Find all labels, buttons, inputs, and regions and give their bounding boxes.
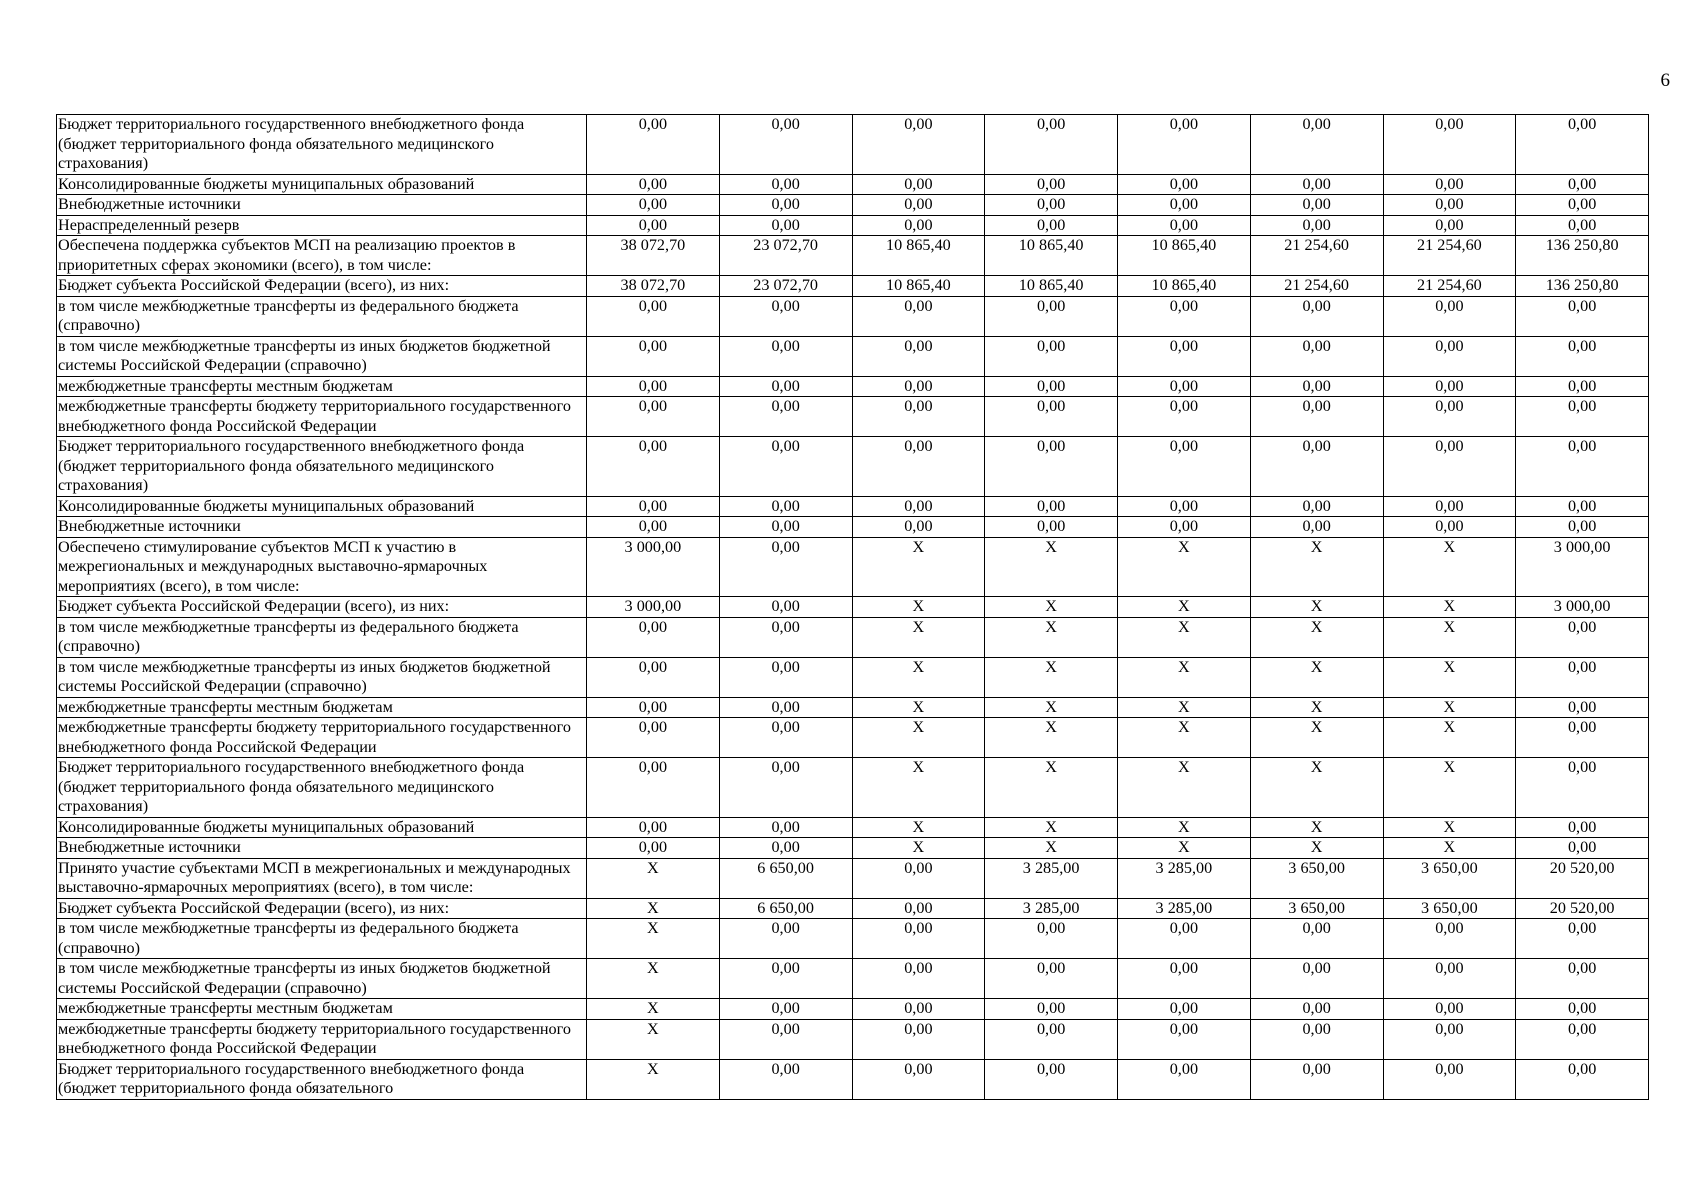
row-value: 0,00 xyxy=(1516,376,1649,397)
row-value: 0,00 xyxy=(852,919,985,959)
row-value: 0,00 xyxy=(587,174,720,195)
row-value: 0,00 xyxy=(1118,437,1251,497)
row-value: 0,00 xyxy=(985,517,1118,538)
row-label: в том числе межбюджетные трансферты из иных бюджетов бюджетной системы Российской Федерации (справочно) xyxy=(57,657,587,697)
row-value: 0,00 xyxy=(719,697,852,718)
row-value: 21 254,60 xyxy=(1250,236,1383,276)
row-value: 0,00 xyxy=(1250,215,1383,236)
row-label: межбюджетные трансферты бюджету территориального государственного внебюджетного фонда Российской Федерации xyxy=(57,718,587,758)
row-label: Нераспределенный резерв xyxy=(57,215,587,236)
row-value: 6 650,00 xyxy=(719,858,852,898)
row-value: 0,00 xyxy=(719,817,852,838)
row-value: 0,00 xyxy=(587,195,720,216)
row-value: 3 285,00 xyxy=(985,858,1118,898)
table-row xyxy=(57,215,1649,236)
row-value: 23 072,70 xyxy=(719,276,852,297)
row-value: 0,00 xyxy=(1118,195,1251,216)
table-row xyxy=(57,115,1649,175)
row-value: 0,00 xyxy=(1383,919,1516,959)
row-value: 3 285,00 xyxy=(1118,858,1251,898)
row-value: 0,00 xyxy=(1516,115,1649,175)
row-value: 136 250,80 xyxy=(1516,276,1649,297)
row-value: X xyxy=(1118,718,1251,758)
row-value: 0,00 xyxy=(719,537,852,597)
table-row xyxy=(57,919,1649,959)
row-value: 0,00 xyxy=(1250,174,1383,195)
row-value: 0,00 xyxy=(1250,397,1383,437)
table-row xyxy=(57,597,1649,618)
row-label: Бюджет субъекта Российской Федерации (всего), из них: xyxy=(57,276,587,297)
row-value: X xyxy=(1118,758,1251,818)
row-value: 0,00 xyxy=(1516,758,1649,818)
row-value: 0,00 xyxy=(852,296,985,336)
row-value: 0,00 xyxy=(1383,376,1516,397)
row-label: Бюджет территориального государственного внебюджетного фонда (бюджет территориального фонда обязательного медицинского страхования) xyxy=(57,758,587,818)
row-value: 0,00 xyxy=(1516,195,1649,216)
table-row xyxy=(57,838,1649,859)
row-value: 0,00 xyxy=(985,1059,1118,1099)
row-value: 0,00 xyxy=(719,597,852,618)
row-value: 0,00 xyxy=(852,115,985,175)
row-value: 20 520,00 xyxy=(1516,898,1649,919)
row-value: 0,00 xyxy=(1383,115,1516,175)
row-value: X xyxy=(852,617,985,657)
row-value: 0,00 xyxy=(719,1019,852,1059)
row-value: 0,00 xyxy=(719,437,852,497)
table-row xyxy=(57,959,1649,999)
row-value: 0,00 xyxy=(1516,397,1649,437)
row-value: 0,00 xyxy=(1383,1019,1516,1059)
row-value: 0,00 xyxy=(1118,919,1251,959)
row-label: Бюджет территориального государственного внебюджетного фонда (бюджет территориального фонда обязательного медицинского страхования) xyxy=(57,115,587,175)
row-value: 0,00 xyxy=(1516,215,1649,236)
row-value: X xyxy=(1383,617,1516,657)
page-number: 6 xyxy=(1660,70,1670,91)
row-value: X xyxy=(1383,697,1516,718)
row-value: X xyxy=(1250,537,1383,597)
row-value: X xyxy=(1250,838,1383,859)
row-value: 3 650,00 xyxy=(1383,898,1516,919)
row-value: X xyxy=(1383,817,1516,838)
table-row xyxy=(57,617,1649,657)
row-value: 0,00 xyxy=(587,437,720,497)
row-value: 0,00 xyxy=(719,517,852,538)
row-value: X xyxy=(1118,537,1251,597)
row-value: 0,00 xyxy=(719,657,852,697)
row-value: 0,00 xyxy=(985,919,1118,959)
row-label: в том числе межбюджетные трансферты из федерального бюджета (справочно) xyxy=(57,617,587,657)
row-value: 0,00 xyxy=(587,397,720,437)
table-row xyxy=(57,496,1649,517)
row-value: 0,00 xyxy=(587,496,720,517)
row-value: 0,00 xyxy=(719,617,852,657)
row-value: X xyxy=(852,817,985,838)
table-row xyxy=(57,657,1649,697)
row-value: 0,00 xyxy=(1516,296,1649,336)
row-value: X xyxy=(1250,817,1383,838)
row-value: 10 865,40 xyxy=(852,276,985,297)
row-value: X xyxy=(852,597,985,618)
row-value: 3 285,00 xyxy=(1118,898,1251,919)
row-value: 3 000,00 xyxy=(587,597,720,618)
row-value: 0,00 xyxy=(1516,1059,1649,1099)
table-row xyxy=(57,195,1649,216)
row-label: Внебюджетные источники xyxy=(57,195,587,216)
row-value: 0,00 xyxy=(1383,215,1516,236)
row-value: X xyxy=(1383,597,1516,618)
row-value: 0,00 xyxy=(719,336,852,376)
row-value: 0,00 xyxy=(852,999,985,1020)
row-value: 0,00 xyxy=(587,838,720,859)
row-value: X xyxy=(985,838,1118,859)
row-value: 21 254,60 xyxy=(1383,276,1516,297)
row-label: Обеспечено стимулирование субъектов МСП к участию в межрегиональных и международных выставочно-ярмарочных мероприятиях (всего), в том числе: xyxy=(57,537,587,597)
table-row xyxy=(57,817,1649,838)
row-value: 38 072,70 xyxy=(587,276,720,297)
row-value: 0,00 xyxy=(1250,496,1383,517)
row-value: 0,00 xyxy=(985,195,1118,216)
row-value: 0,00 xyxy=(1516,496,1649,517)
row-value: 10 865,40 xyxy=(1118,276,1251,297)
row-value: 0,00 xyxy=(1516,959,1649,999)
row-value: 0,00 xyxy=(587,296,720,336)
row-value: 0,00 xyxy=(587,758,720,818)
row-value: 10 865,40 xyxy=(985,236,1118,276)
row-value: X xyxy=(1118,697,1251,718)
row-label: Консолидированные бюджеты муниципальных образований xyxy=(57,496,587,517)
row-value: X xyxy=(852,537,985,597)
row-value: 0,00 xyxy=(852,195,985,216)
row-value: 0,00 xyxy=(1516,817,1649,838)
row-label: Внебюджетные источники xyxy=(57,517,587,538)
row-value: 0,00 xyxy=(719,919,852,959)
row-value: 0,00 xyxy=(1250,919,1383,959)
table-row xyxy=(57,276,1649,297)
row-value: 0,00 xyxy=(719,376,852,397)
row-label: межбюджетные трансферты местным бюджетам xyxy=(57,999,587,1020)
row-value: 0,00 xyxy=(1516,838,1649,859)
row-value: 0,00 xyxy=(852,496,985,517)
row-value: X xyxy=(1250,758,1383,818)
table-row xyxy=(57,517,1649,538)
table-row xyxy=(57,898,1649,919)
row-value: 0,00 xyxy=(985,115,1118,175)
row-label: межбюджетные трансферты бюджету территориального государственного внебюджетного фонда Российской Федерации xyxy=(57,1019,587,1059)
row-value: 0,00 xyxy=(719,959,852,999)
table-row xyxy=(57,1059,1649,1099)
row-value: 3 650,00 xyxy=(1250,898,1383,919)
row-value: 20 520,00 xyxy=(1516,858,1649,898)
row-value: 0,00 xyxy=(587,376,720,397)
row-value: 0,00 xyxy=(1250,437,1383,497)
row-value: X xyxy=(985,817,1118,838)
row-value: X xyxy=(985,597,1118,618)
row-label: Внебюджетные источники xyxy=(57,838,587,859)
row-value: X xyxy=(1118,597,1251,618)
row-value: 3 285,00 xyxy=(985,898,1118,919)
table-row xyxy=(57,697,1649,718)
row-label: межбюджетные трансферты местным бюджетам xyxy=(57,697,587,718)
row-value: 0,00 xyxy=(1250,959,1383,999)
row-value: 0,00 xyxy=(1383,397,1516,437)
table-row xyxy=(57,336,1649,376)
row-value: 0,00 xyxy=(1118,215,1251,236)
row-value: X xyxy=(1250,697,1383,718)
row-value: 0,00 xyxy=(1383,296,1516,336)
row-value: 0,00 xyxy=(1516,718,1649,758)
row-value: 0,00 xyxy=(719,1059,852,1099)
row-value: 0,00 xyxy=(719,195,852,216)
row-value: 0,00 xyxy=(1383,195,1516,216)
row-value: 0,00 xyxy=(985,999,1118,1020)
row-value: 0,00 xyxy=(985,397,1118,437)
row-value: X xyxy=(985,697,1118,718)
row-value: 0,00 xyxy=(1118,1059,1251,1099)
row-label: Принято участие субъектами МСП в межрегиональных и международных выставочно-ярмарочных мероприятиях (всего), в том числе: xyxy=(57,858,587,898)
row-value: X xyxy=(1383,537,1516,597)
row-value: 10 865,40 xyxy=(852,236,985,276)
row-value: 0,00 xyxy=(587,617,720,657)
table-row xyxy=(57,718,1649,758)
table-row xyxy=(57,296,1649,336)
row-value: 21 254,60 xyxy=(1250,276,1383,297)
row-value: 136 250,80 xyxy=(1516,236,1649,276)
row-value: X xyxy=(587,1059,720,1099)
row-value: 0,00 xyxy=(985,959,1118,999)
row-value: 0,00 xyxy=(719,215,852,236)
row-value: 0,00 xyxy=(1250,517,1383,538)
row-value: 0,00 xyxy=(1383,1059,1516,1099)
row-value: 0,00 xyxy=(852,174,985,195)
row-value: 0,00 xyxy=(1118,517,1251,538)
row-value: 0,00 xyxy=(1250,376,1383,397)
row-value: 0,00 xyxy=(1516,437,1649,497)
table-row xyxy=(57,758,1649,818)
row-value: 0,00 xyxy=(852,858,985,898)
row-value: 0,00 xyxy=(1516,919,1649,959)
row-value: 0,00 xyxy=(852,397,985,437)
table-row xyxy=(57,174,1649,195)
row-value: 0,00 xyxy=(1118,397,1251,437)
row-value: 3 650,00 xyxy=(1383,858,1516,898)
row-value: 0,00 xyxy=(852,376,985,397)
row-value: 0,00 xyxy=(852,517,985,538)
row-value: 0,00 xyxy=(985,296,1118,336)
row-label: Бюджет субъекта Российской Федерации (всего), из них: xyxy=(57,898,587,919)
row-value: 0,00 xyxy=(587,215,720,236)
row-value: 0,00 xyxy=(1118,174,1251,195)
row-value: 0,00 xyxy=(985,1019,1118,1059)
row-label: Бюджет территориального государственного внебюджетного фонда (бюджет территориального фонда обязательного медицинского страхования) xyxy=(57,437,587,497)
row-value: 10 865,40 xyxy=(985,276,1118,297)
row-value: X xyxy=(852,838,985,859)
row-value: 0,00 xyxy=(587,657,720,697)
row-value: X xyxy=(1383,718,1516,758)
row-value: 0,00 xyxy=(1383,517,1516,538)
table-row xyxy=(57,437,1649,497)
row-value: X xyxy=(985,537,1118,597)
row-value: 0,00 xyxy=(852,959,985,999)
row-value: 0,00 xyxy=(719,838,852,859)
row-value: 0,00 xyxy=(1383,437,1516,497)
row-value: X xyxy=(985,657,1118,697)
row-value: X xyxy=(1118,817,1251,838)
row-value: 0,00 xyxy=(1516,336,1649,376)
row-value: 0,00 xyxy=(1516,174,1649,195)
row-value: 0,00 xyxy=(719,296,852,336)
row-label: межбюджетные трансферты местным бюджетам xyxy=(57,376,587,397)
row-label: в том числе межбюджетные трансферты из иных бюджетов бюджетной системы Российской Федерации (справочно) xyxy=(57,959,587,999)
table-row xyxy=(57,537,1649,597)
row-value: 0,00 xyxy=(1118,1019,1251,1059)
row-value: 0,00 xyxy=(1118,376,1251,397)
row-value: 0,00 xyxy=(1118,336,1251,376)
row-value: 0,00 xyxy=(1383,496,1516,517)
table-row xyxy=(57,236,1649,276)
row-value: 0,00 xyxy=(852,215,985,236)
row-value: X xyxy=(1383,758,1516,818)
row-value: 0,00 xyxy=(1118,999,1251,1020)
row-value: X xyxy=(1250,617,1383,657)
table-row xyxy=(57,1019,1649,1059)
row-value: X xyxy=(1118,838,1251,859)
row-value: 0,00 xyxy=(587,718,720,758)
row-value: X xyxy=(1250,597,1383,618)
row-value: X xyxy=(1250,657,1383,697)
table-body xyxy=(57,115,1649,1100)
row-value: X xyxy=(852,758,985,818)
row-value: X xyxy=(587,919,720,959)
row-value: 0,00 xyxy=(1516,697,1649,718)
row-value: 3 000,00 xyxy=(587,537,720,597)
row-value: 0,00 xyxy=(587,115,720,175)
row-value: 0,00 xyxy=(719,999,852,1020)
row-value: 3 000,00 xyxy=(1516,537,1649,597)
row-label: Бюджет субъекта Российской Федерации (всего), из них: xyxy=(57,597,587,618)
row-value: 0,00 xyxy=(1118,296,1251,336)
row-value: 0,00 xyxy=(985,376,1118,397)
row-value: 0,00 xyxy=(1250,115,1383,175)
row-value: 0,00 xyxy=(1516,1019,1649,1059)
row-label: в том числе межбюджетные трансферты из федерального бюджета (справочно) xyxy=(57,296,587,336)
row-value: 0,00 xyxy=(1516,617,1649,657)
row-value: 0,00 xyxy=(1516,517,1649,538)
row-label: Консолидированные бюджеты муниципальных образований xyxy=(57,817,587,838)
row-value: 6 650,00 xyxy=(719,898,852,919)
row-value: 21 254,60 xyxy=(1383,236,1516,276)
row-value: 0,00 xyxy=(719,174,852,195)
row-value: 0,00 xyxy=(852,336,985,376)
row-value: X xyxy=(587,959,720,999)
row-value: 3 000,00 xyxy=(1516,597,1649,618)
row-value: 0,00 xyxy=(1118,496,1251,517)
row-value: 0,00 xyxy=(1250,1059,1383,1099)
row-label: Консолидированные бюджеты муниципальных образований xyxy=(57,174,587,195)
row-value: 0,00 xyxy=(1516,657,1649,697)
row-value: X xyxy=(587,898,720,919)
row-value: 0,00 xyxy=(985,336,1118,376)
row-value: X xyxy=(1383,657,1516,697)
row-value: X xyxy=(587,858,720,898)
row-value: 0,00 xyxy=(719,397,852,437)
row-value: 0,00 xyxy=(1250,999,1383,1020)
row-label: межбюджетные трансферты бюджету территориального государственного внебюджетного фонда Российской Федерации xyxy=(57,397,587,437)
row-value: X xyxy=(587,1019,720,1059)
row-value: X xyxy=(985,758,1118,818)
row-value: 0,00 xyxy=(985,437,1118,497)
row-value: 0,00 xyxy=(852,1059,985,1099)
row-value: X xyxy=(1250,718,1383,758)
table-row xyxy=(57,999,1649,1020)
row-label: в том числе межбюджетные трансферты из иных бюджетов бюджетной системы Российской Федерации (справочно) xyxy=(57,336,587,376)
row-value: 0,00 xyxy=(1383,174,1516,195)
row-label: Обеспечена поддержка субъектов МСП на реализацию проектов в приоритетных сферах экономики (всего), в том числе: xyxy=(57,236,587,276)
row-value: 0,00 xyxy=(1516,999,1649,1020)
table-row xyxy=(57,376,1649,397)
row-value: 0,00 xyxy=(1118,115,1251,175)
row-value: 0,00 xyxy=(719,496,852,517)
row-value: X xyxy=(852,657,985,697)
row-label: Бюджет территориального государственного внебюджетного фонда (бюджет территориального фонда обязательного xyxy=(57,1059,587,1099)
row-value: 0,00 xyxy=(1250,195,1383,216)
row-value: 0,00 xyxy=(852,898,985,919)
row-value: 38 072,70 xyxy=(587,236,720,276)
row-value: X xyxy=(1383,838,1516,859)
row-value: 0,00 xyxy=(985,174,1118,195)
row-value: 0,00 xyxy=(587,697,720,718)
table-row xyxy=(57,397,1649,437)
table-row xyxy=(57,858,1649,898)
row-value: X xyxy=(985,718,1118,758)
row-value: 0,00 xyxy=(719,758,852,818)
row-value: X xyxy=(587,999,720,1020)
row-value: 0,00 xyxy=(985,496,1118,517)
row-value: 0,00 xyxy=(1250,296,1383,336)
row-value: X xyxy=(1118,657,1251,697)
row-value: 0,00 xyxy=(587,817,720,838)
row-value: 10 865,40 xyxy=(1118,236,1251,276)
row-value: X xyxy=(1118,617,1251,657)
row-value: 0,00 xyxy=(1383,959,1516,999)
budget-table xyxy=(56,114,1649,1100)
row-value: 0,00 xyxy=(719,718,852,758)
row-value: X xyxy=(852,718,985,758)
row-value: X xyxy=(852,697,985,718)
row-value: 0,00 xyxy=(985,215,1118,236)
row-value: 3 650,00 xyxy=(1250,858,1383,898)
row-value: 0,00 xyxy=(1250,1019,1383,1059)
row-value: 0,00 xyxy=(719,115,852,175)
row-value: 0,00 xyxy=(1383,336,1516,376)
row-label: в том числе межбюджетные трансферты из федерального бюджета (справочно) xyxy=(57,919,587,959)
row-value: 0,00 xyxy=(587,336,720,376)
row-value: 0,00 xyxy=(852,437,985,497)
row-value: 23 072,70 xyxy=(719,236,852,276)
row-value: 0,00 xyxy=(1118,959,1251,999)
row-value: 0,00 xyxy=(587,517,720,538)
row-value: 0,00 xyxy=(852,1019,985,1059)
row-value: 0,00 xyxy=(1250,336,1383,376)
row-value: 0,00 xyxy=(1383,999,1516,1020)
row-value: X xyxy=(985,617,1118,657)
